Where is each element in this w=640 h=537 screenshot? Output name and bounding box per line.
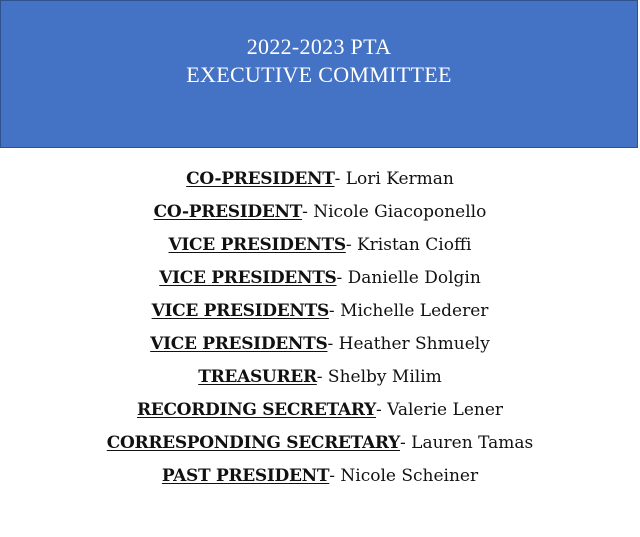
committee-row [0,196,640,229]
role-label: VICE PRESIDENTS [168,235,346,255]
title-banner [0,0,638,148]
member-name: - Kristan Cioffi [345,235,472,255]
role-label: VICE PRESIDENTS [150,334,328,354]
member-name: - Michelle Lederer [328,301,489,321]
committee-row [0,295,640,328]
committee-row [0,163,640,196]
role-label: TREASURER [198,367,317,387]
committee-row [0,229,640,262]
role-label: VICE PRESIDENTS [151,301,329,321]
role-label: PAST PRESIDENT [161,466,330,486]
banner-year-title: 2022-2023 PTA [246,34,392,59]
role-label: CO-PRESIDENT [186,169,335,189]
role-label: CO-PRESIDENT [153,202,303,222]
member-name: - Heather Shmuely [327,334,490,354]
committee-row [0,361,640,394]
committee-row [0,394,640,427]
committee-row [0,328,640,361]
member-name: - Valerie Lener [376,400,504,420]
committee-row [0,427,640,460]
committee-row [0,262,640,295]
role-label: CORRESPONDING SECRETARY [106,433,401,453]
member-name: - Danielle Dolgin [336,268,481,288]
committee-row [0,460,640,493]
member-name: - Nicole Scheiner [329,466,479,486]
committee-list [0,163,640,493]
member-name: - Nicole Giacoponello [302,202,487,222]
member-name: - Lori Kerman [334,169,454,189]
role-label: RECORDING SECRETARY [136,400,376,420]
role-label: VICE PRESIDENTS [159,268,337,288]
banner-committee-title: EXECUTIVE COMMITTEE [186,62,452,87]
member-name: - Lauren Tamas [400,433,534,453]
member-name: - Shelby Milim [316,367,442,387]
